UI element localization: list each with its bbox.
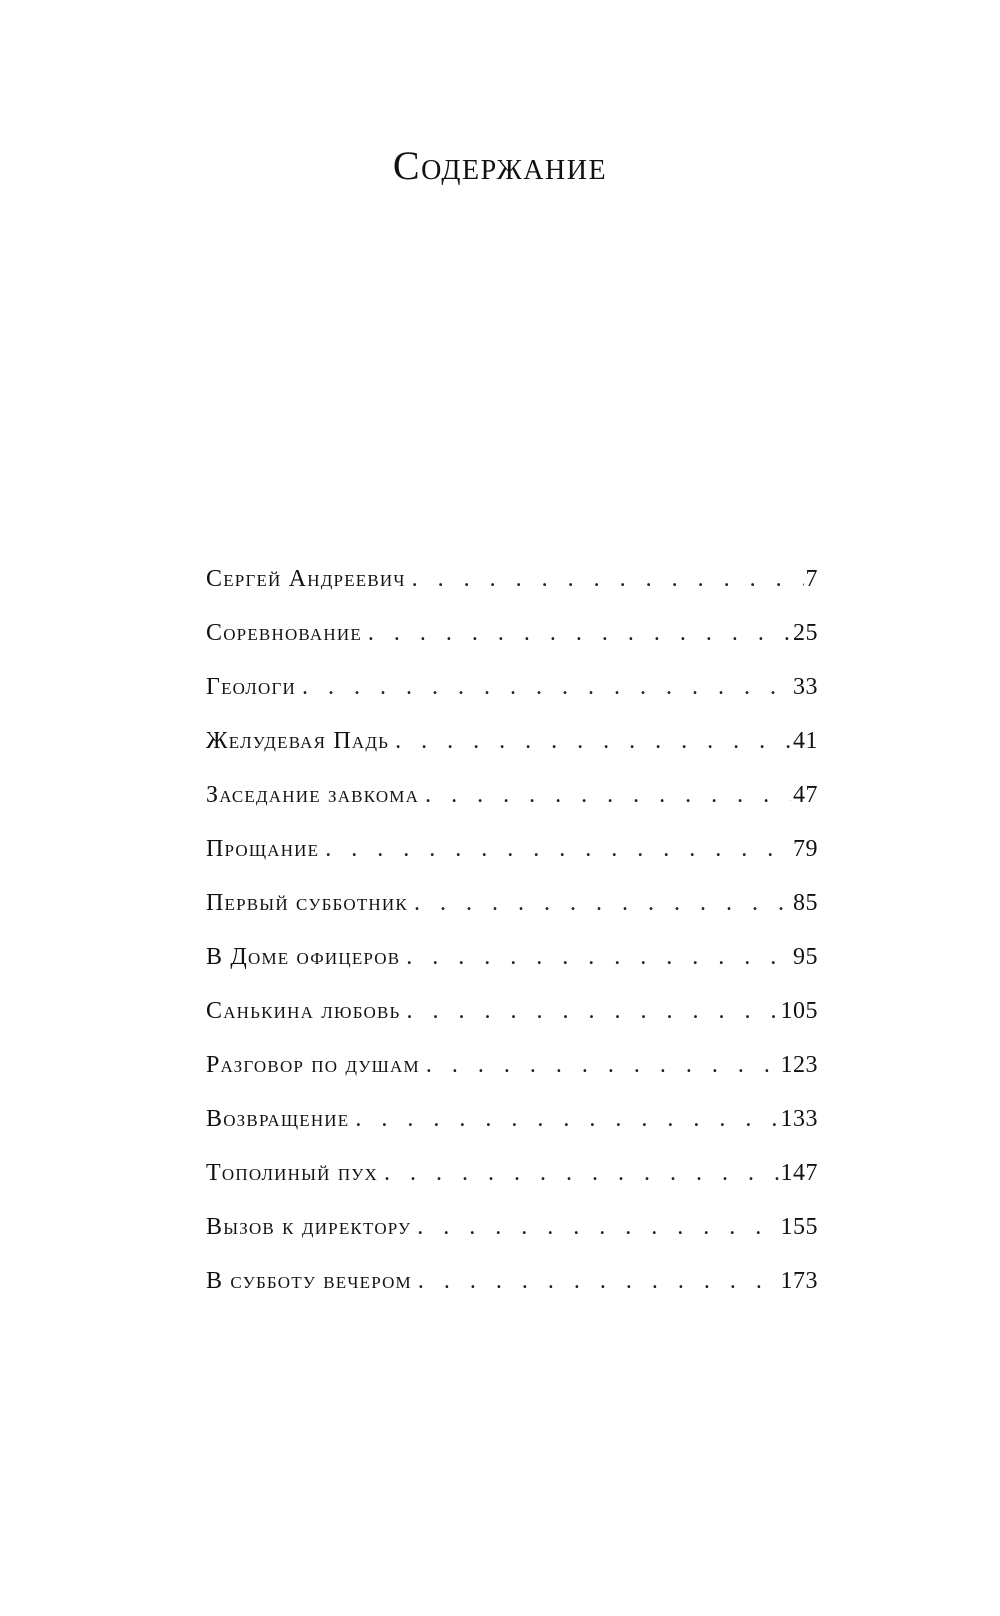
toc-entry[interactable] [206, 944, 818, 998]
toc-entry-page: 95 [793, 944, 818, 970]
toc-entry[interactable] [206, 1052, 818, 1106]
toc-entry-page: 25 [793, 620, 818, 646]
toc-entry-page: 105 [780, 998, 818, 1024]
page-title: Содержание [392, 143, 608, 188]
toc-entry[interactable] [206, 1160, 818, 1214]
toc-entry-title: Вызов к директору [206, 1214, 412, 1240]
toc-entry-page: 85 [793, 890, 818, 916]
toc-entry-title: Сергей Андреевич [206, 566, 406, 592]
toc-entry-title: Заседание завкома [206, 782, 420, 808]
toc-entry[interactable] [206, 890, 818, 944]
toc-entry-page: 7 [805, 566, 818, 592]
toc-entry[interactable] [206, 782, 818, 836]
toc-entry[interactable] [206, 1106, 818, 1160]
toc-entry-title: Первый субботник [206, 890, 408, 916]
toc-leader-dots [395, 728, 791, 755]
toc-leader-dots [384, 1160, 778, 1187]
toc-entry[interactable] [206, 566, 818, 620]
toc-entry-title: Разговор по душам [206, 1052, 420, 1078]
toc-leader-dots [418, 1268, 779, 1295]
toc-leader-dots [406, 944, 791, 971]
toc-entry-title: Соревнование [206, 620, 362, 646]
toc-entry-page: 133 [780, 1106, 818, 1132]
toc-leader-dots [414, 890, 791, 917]
toc-leader-dots [355, 1106, 778, 1133]
toc-entry[interactable] [206, 836, 818, 890]
toc-entry[interactable] [206, 620, 818, 674]
toc-entry-title: В субботу вечером [206, 1268, 412, 1294]
toc-entry[interactable] [206, 1214, 818, 1268]
toc-leader-dots [425, 782, 791, 809]
toc-entry-title: Возвращение [206, 1106, 350, 1132]
toc-entry-page: 33 [793, 674, 818, 700]
toc-leader-dots [325, 836, 791, 863]
toc-entry-page: 41 [793, 728, 818, 754]
toc-entry[interactable] [206, 1268, 818, 1322]
toc-entry-title: Тополиный пух [206, 1160, 379, 1186]
toc-entry[interactable] [206, 728, 818, 782]
toc-entry-page: 173 [780, 1268, 818, 1294]
toc-entry-page: 123 [780, 1052, 818, 1078]
toc-entry-page: 147 [780, 1160, 818, 1186]
toc-entry-title: Санькина любовь [206, 998, 401, 1024]
toc-entry-title: Желудевая Падь [206, 728, 390, 754]
toc-leader-dots [412, 566, 804, 593]
toc-entry-title: Геологи [206, 674, 297, 700]
toc-leader-dots [426, 1052, 779, 1079]
toc-leader-dots [302, 674, 791, 701]
toc-entry[interactable] [206, 998, 818, 1052]
toc-entry-title: В Доме офицеров [206, 944, 401, 970]
toc-leader-dots [407, 998, 779, 1025]
toc-leader-dots [417, 1214, 778, 1241]
table-of-contents [206, 566, 818, 1322]
toc-entry[interactable] [206, 674, 818, 728]
toc-entry-page: 155 [780, 1214, 818, 1240]
toc-entry-page: 47 [793, 782, 818, 808]
toc-entry-page: 79 [793, 836, 818, 862]
toc-leader-dots [368, 620, 791, 647]
toc-entry-title: Прощание [206, 836, 320, 862]
